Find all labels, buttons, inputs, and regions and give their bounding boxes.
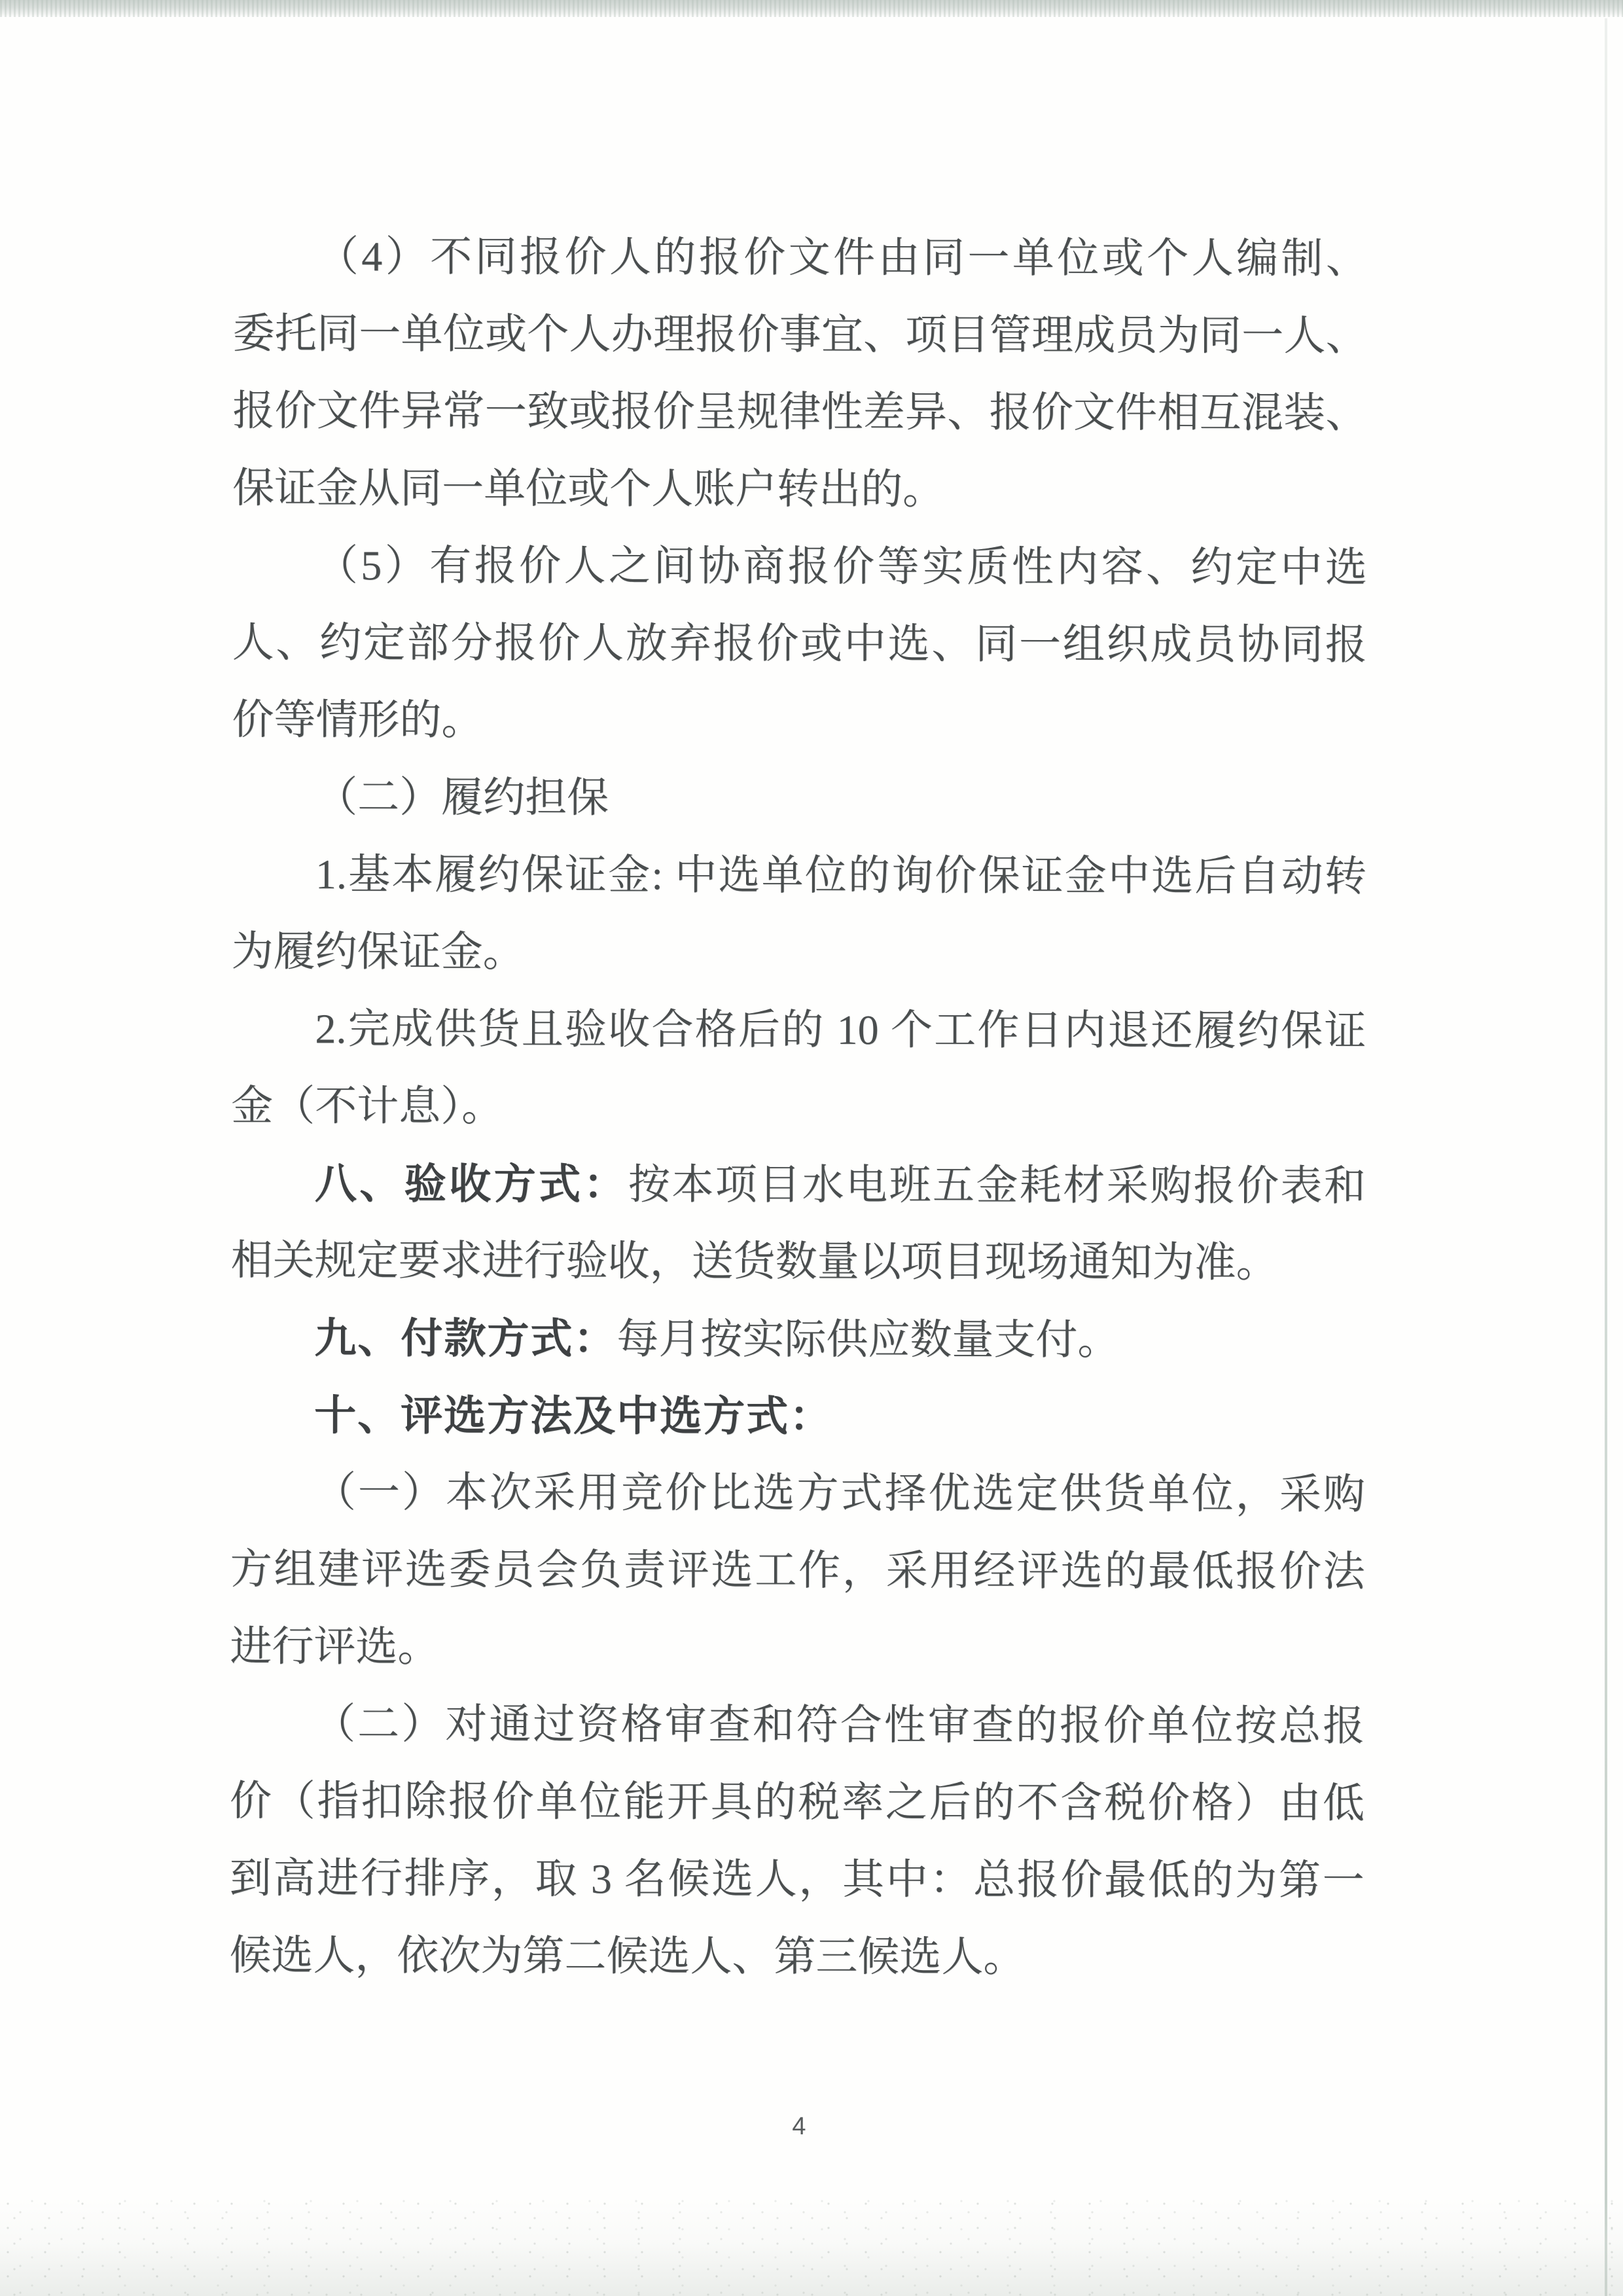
text-line bbox=[230, 1685, 1364, 1765]
text-line bbox=[230, 1531, 1365, 1611]
text-run: （一）本次采用竞价比选方式择优选定供货单位，采购 bbox=[313, 1469, 1365, 1518]
text-run: 人、约定部分报价人放弃报价或中选、同一组织成员协同报 bbox=[232, 619, 1367, 668]
text-line bbox=[233, 218, 1368, 298]
text-line bbox=[230, 1299, 1365, 1379]
text-line bbox=[231, 1067, 1366, 1147]
text-line bbox=[229, 1917, 1364, 1997]
paragraph-guarantee-item-2 bbox=[231, 990, 1366, 1147]
document-body bbox=[229, 218, 1368, 1997]
text-run: （4）不同报价人的报价文件由同一单位或个人编制、 bbox=[316, 233, 1368, 282]
text-run: 1.基本履约保证金: 中选单位的询价保证金中选后自动转 bbox=[315, 851, 1366, 900]
text-line bbox=[232, 759, 1366, 838]
paragraph-selection-item-2 bbox=[229, 1685, 1364, 1997]
bold-heading-run: 九、付款方式： bbox=[314, 1314, 617, 1363]
paragraph-section-10-selection-method-title bbox=[230, 1376, 1365, 1456]
paragraph-section-9-payment bbox=[230, 1299, 1365, 1379]
paragraph-section-2-performance-guarantee bbox=[232, 759, 1366, 838]
paragraph-selection-item-1 bbox=[230, 1454, 1365, 1688]
paragraph-section-8-acceptance bbox=[231, 1145, 1366, 1302]
paragraph-guarantee-item-1 bbox=[232, 836, 1366, 993]
paragraph-clause-5 bbox=[232, 527, 1367, 761]
text-line bbox=[232, 372, 1367, 452]
text-line bbox=[230, 1376, 1365, 1456]
text-line bbox=[232, 681, 1366, 761]
text-line bbox=[231, 990, 1366, 1070]
text-line bbox=[232, 913, 1366, 993]
text-run: 价等情形的。 bbox=[232, 696, 484, 744]
text-run: 到高进行排序，取 3 名候选人，其中：总报价最低的为第一 bbox=[229, 1854, 1364, 1904]
bold-heading-run: 八、验收方式： bbox=[314, 1160, 629, 1208]
text-run: 2.完成供货且验收合格后的 10 个工作日内退还履约保证 bbox=[315, 1005, 1366, 1054]
text-line bbox=[230, 1840, 1364, 1920]
text-line bbox=[230, 1763, 1364, 1842]
text-run: 相关规定要求进行验收，送货数量以项目现场通知为准。 bbox=[230, 1236, 1278, 1286]
text-run: 每月按实际供应数量支付。 bbox=[616, 1316, 1120, 1363]
text-run: 进行评选。 bbox=[230, 1623, 440, 1670]
bold-heading-run: 十、评选方法及中选方式： bbox=[314, 1391, 833, 1440]
text-line bbox=[232, 604, 1367, 684]
scan-edge-top bbox=[0, 0, 1623, 17]
text-run: 方组建评选委员会负责评选工作，采用经评选的最低报价法 bbox=[230, 1545, 1365, 1595]
text-run: 候选人，依次为第二候选人、第三候选人。 bbox=[229, 1931, 1026, 1981]
text-line bbox=[231, 1222, 1366, 1302]
paragraph-clause-4 bbox=[232, 218, 1368, 529]
text-run: 为履约保证金。 bbox=[231, 927, 525, 975]
text-line bbox=[232, 450, 1367, 529]
text-run: 金（不计息）。 bbox=[231, 1082, 504, 1130]
text-line bbox=[230, 1454, 1365, 1534]
text-line bbox=[231, 1145, 1366, 1225]
text-run: 价（指扣除报价单位能开具的税率之后的不含税价格）由低 bbox=[229, 1777, 1365, 1827]
text-run: （二）履约担保 bbox=[315, 774, 609, 821]
scan-noise-bottom bbox=[0, 2198, 1623, 2296]
text-run: 按本项目水电班五金耗材采购报价表和 bbox=[628, 1161, 1366, 1210]
text-run: （5）有报价人之间协商报价等实质性内容、约定中选 bbox=[315, 542, 1367, 591]
text-line bbox=[232, 527, 1367, 607]
text-line bbox=[233, 295, 1368, 375]
text-run: 保证金从同一单位或个人账户转出的。 bbox=[232, 464, 945, 513]
text-line bbox=[232, 836, 1366, 916]
page-number: 4 bbox=[792, 2113, 806, 2140]
text-run: （二）对通过资格审查和符合性审查的报价单位按总报 bbox=[313, 1700, 1365, 1749]
text-run: 委托同一单位或个人办理报价事宜、项目管理成员为同一人、 bbox=[232, 310, 1368, 359]
text-run: 报价文件异常一致或报价呈规律性差异、报价文件相互混装、 bbox=[232, 387, 1368, 437]
scan-edge-right bbox=[1605, 18, 1607, 2296]
text-line bbox=[230, 1608, 1364, 1688]
